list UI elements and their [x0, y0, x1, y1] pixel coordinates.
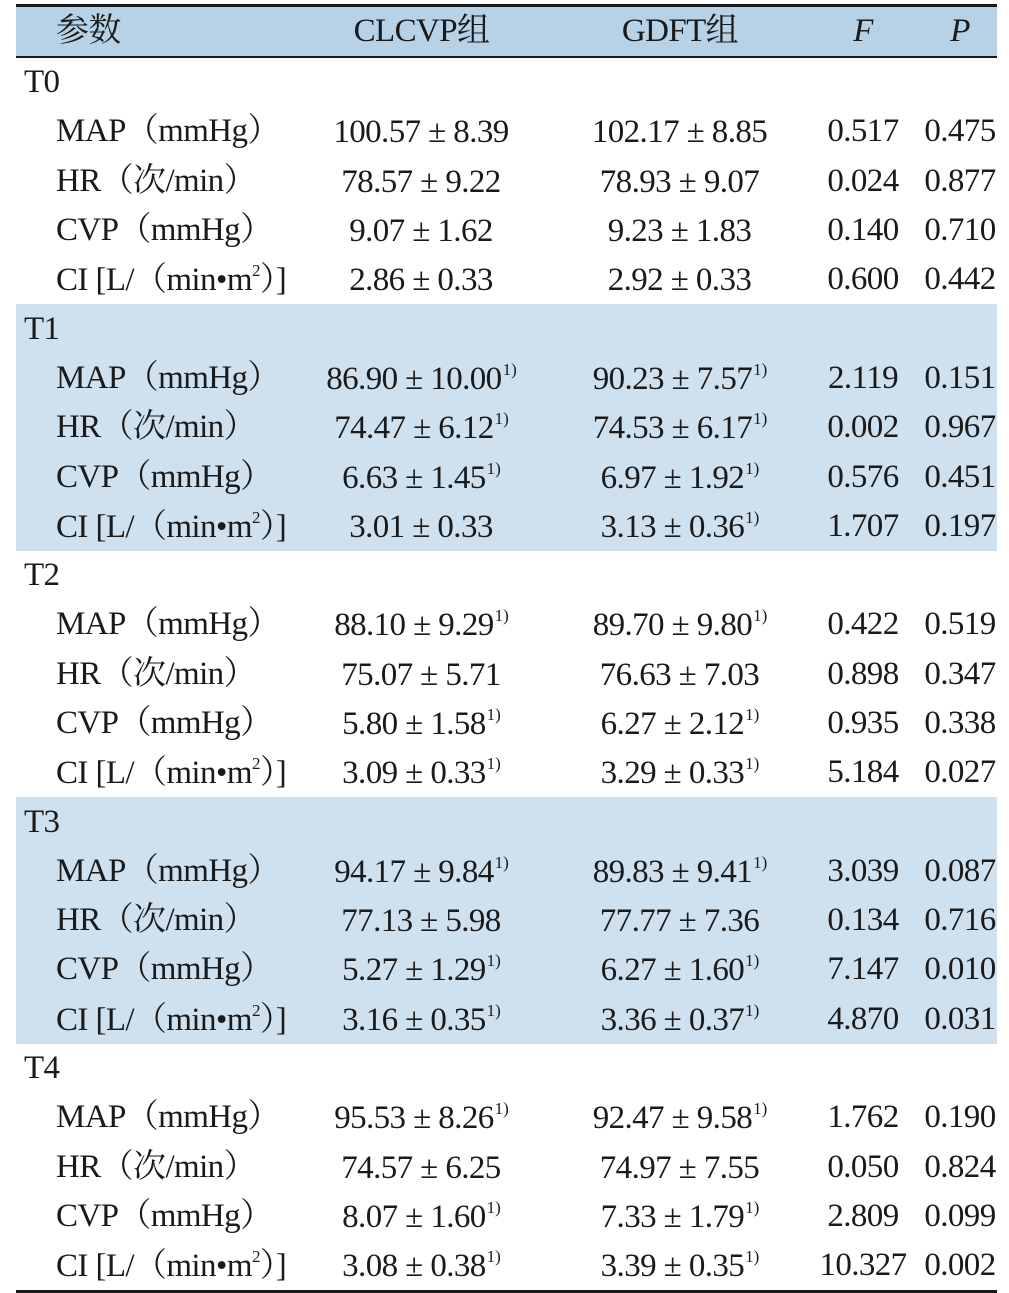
- clcvp-cell-value: 86.90 ± 10.00: [326, 360, 502, 397]
- p-cell-value: 0.475: [924, 113, 996, 150]
- clcvp-cell: [286, 755, 557, 790]
- table-row: [16, 896, 997, 945]
- gdft-cell-value: 77.77 ± 7.36: [599, 903, 760, 940]
- param-text: MAP（mmHg）: [56, 852, 280, 889]
- clcvp-cell-value: 78.57 ± 9.22: [341, 163, 501, 200]
- f-cell: [803, 115, 923, 148]
- gdft-cell: [557, 262, 803, 297]
- param-text: HR（次/min）: [56, 409, 256, 446]
- param-text: MAP（mmHg）: [56, 606, 280, 643]
- footnote-marker: 1): [486, 1247, 501, 1267]
- footnote-marker: 1): [753, 409, 768, 429]
- gdft-cell: [557, 706, 803, 741]
- param-text: CI [L/（min•m: [56, 1001, 252, 1038]
- table-row: [16, 1241, 997, 1290]
- param-cell: [16, 1197, 286, 1234]
- footnote-marker: 1): [745, 507, 760, 527]
- param-cell: [16, 953, 286, 986]
- f-cell: [803, 1101, 923, 1134]
- f-cell: [803, 953, 923, 986]
- param-cell: [16, 162, 286, 199]
- group-row: [16, 551, 997, 600]
- param-text: CVP（mmHg）: [56, 1197, 273, 1234]
- gdft-cell: [557, 509, 803, 544]
- f-cell-value: 0.024: [827, 162, 899, 199]
- param-text: HR（次/min）: [56, 162, 256, 199]
- param-cell: [16, 262, 286, 297]
- table-row: [16, 206, 997, 255]
- clcvp-cell-value: 6.63 ± 1.45: [342, 459, 486, 496]
- gdft-cell: [557, 952, 803, 987]
- table-row: [16, 847, 997, 896]
- f-cell: [803, 655, 923, 692]
- p-cell-value: 0.151: [924, 359, 996, 396]
- param-text: CVP（mmHg）: [56, 458, 273, 495]
- clcvp-cell: [286, 262, 557, 297]
- p-cell: [923, 655, 997, 692]
- f-cell-value: 0.517: [827, 113, 899, 150]
- table-row: [16, 354, 997, 403]
- f-cell-value: 0.002: [827, 409, 899, 446]
- clcvp-cell-value: 9.07 ± 1.62: [349, 213, 493, 250]
- p-cell-value: 0.710: [924, 212, 996, 249]
- gdft-cell-value: 3.13 ± 0.36: [600, 508, 745, 545]
- footnote-marker: 1): [753, 1099, 768, 1119]
- param-cell: [16, 214, 286, 247]
- f-cell: [803, 359, 923, 396]
- gdft-cell: [557, 607, 803, 642]
- footnote-marker: 1): [745, 705, 760, 724]
- footnote-marker: 1): [745, 1197, 760, 1217]
- footnote-marker: 1): [494, 606, 509, 626]
- gdft-cell-value: 89.83 ± 9.41: [592, 853, 753, 890]
- header-gdft: GDFT组: [621, 13, 739, 49]
- p-cell: [923, 1148, 997, 1185]
- table-header: [16, 7, 997, 58]
- p-cell-value: 0.087: [924, 852, 996, 889]
- param-cell: [16, 608, 286, 641]
- param-text: CI [L/（min•m: [56, 508, 252, 545]
- group-label: T3: [24, 803, 60, 840]
- p-cell-value: 0.967: [924, 409, 996, 446]
- footnote-marker: 1): [745, 1000, 760, 1020]
- gdft-cell: [557, 1100, 803, 1135]
- clcvp-cell: [286, 1150, 557, 1185]
- p-cell-value: 0.002: [924, 1247, 996, 1284]
- f-cell: [803, 214, 923, 247]
- group-label: T2: [24, 557, 60, 594]
- p-cell: [923, 852, 997, 889]
- p-cell-value: 0.190: [924, 1099, 996, 1136]
- p-cell: [923, 1101, 997, 1134]
- p-cell-value: 0.099: [924, 1197, 996, 1234]
- f-cell-value: 0.050: [827, 1148, 899, 1185]
- clcvp-cell-value: 100.57 ± 8.39: [333, 114, 509, 151]
- param-cell: [16, 359, 286, 396]
- gdft-cell-value: 9.23 ± 1.83: [607, 213, 752, 250]
- p-cell-value: 0.824: [924, 1148, 996, 1185]
- clcvp-cell: [286, 1002, 557, 1037]
- group-row: [16, 58, 997, 107]
- footnote-marker: 1): [753, 606, 768, 626]
- p-cell-value: 0.519: [924, 606, 996, 643]
- param-text: HR（次/min）: [56, 1148, 256, 1185]
- param-text: MAP（mmHg）: [56, 359, 280, 396]
- f-cell-value: 3.039: [827, 852, 899, 889]
- gdft-cell-value: 74.53 ± 6.17: [592, 410, 753, 447]
- p-cell: [923, 411, 997, 444]
- param-cell: [16, 1248, 286, 1283]
- param-text: MAP（mmHg）: [56, 113, 280, 150]
- p-cell: [923, 707, 997, 740]
- f-cell-value: 5.184: [827, 754, 899, 791]
- f-cell: [803, 263, 923, 296]
- param-superscript: 2: [251, 1000, 260, 1020]
- p-cell: [923, 458, 997, 495]
- clcvp-cell: [286, 410, 557, 445]
- f-cell: [803, 1249, 923, 1282]
- f-cell: [803, 707, 923, 740]
- p-cell: [923, 162, 997, 199]
- clcvp-cell-value: 77.13 ± 5.98: [341, 903, 501, 940]
- f-cell-value: 0.140: [827, 212, 899, 249]
- clcvp-cell-value: 2.86 ± 0.33: [349, 262, 493, 299]
- clcvp-cell: [286, 1248, 557, 1283]
- gdft-cell-value: 3.39 ± 0.35: [600, 1248, 745, 1285]
- group-label: T0: [24, 64, 60, 101]
- param-text: CVP（mmHg）: [56, 705, 273, 741]
- footnote-marker: 1): [745, 458, 760, 478]
- param-superscript: 2: [251, 507, 260, 527]
- param-text: HR（次/min）: [56, 655, 256, 692]
- table-row: [16, 1192, 997, 1241]
- table-row: [16, 748, 997, 797]
- p-cell-value: 0.338: [924, 705, 996, 741]
- param-text-end: ）]: [259, 1248, 287, 1285]
- f-cell-value: 10.327: [819, 1247, 907, 1284]
- footnote-marker: 1): [486, 458, 501, 478]
- clcvp-cell-value: 95.53 ± 8.26: [334, 1100, 494, 1137]
- f-cell: [803, 458, 923, 495]
- f-cell: [803, 1000, 923, 1037]
- p-cell: [923, 1000, 997, 1037]
- clcvp-cell-value: 74.57 ± 6.25: [341, 1149, 501, 1186]
- gdft-cell: [557, 460, 803, 495]
- clcvp-cell-value: 94.17 ± 9.84: [334, 853, 494, 890]
- clcvp-cell-value: 75.07 ± 5.71: [341, 656, 501, 693]
- f-cell-value: 0.935: [827, 705, 899, 741]
- p-cell: [923, 359, 997, 396]
- footnote-marker: 1): [753, 852, 768, 872]
- param-cell: [16, 1148, 286, 1185]
- clcvp-cell: [286, 952, 557, 987]
- f-cell-value: 0.134: [827, 902, 899, 939]
- param-cell: [16, 115, 286, 148]
- clcvp-cell-value: 74.47 ± 6.12: [334, 410, 494, 447]
- param-cell: [16, 458, 286, 495]
- param-cell: [16, 904, 286, 937]
- gdft-cell: [557, 903, 803, 938]
- table-row: [16, 157, 997, 206]
- f-cell: [803, 756, 923, 789]
- p-cell-value: 0.877: [924, 162, 996, 199]
- p-cell-value: 0.197: [924, 507, 996, 544]
- gdft-cell-value: 76.63 ± 7.03: [599, 656, 760, 693]
- table-row: [16, 995, 997, 1044]
- param-text: CVP（mmHg）: [56, 951, 273, 988]
- p-cell: [923, 214, 997, 247]
- param-cell: [16, 411, 286, 444]
- footnote-marker: 1): [486, 1197, 501, 1217]
- gdft-cell: [557, 1199, 803, 1234]
- p-cell-value: 0.347: [924, 655, 996, 692]
- gdft-cell-value: 7.33 ± 1.79: [600, 1198, 745, 1235]
- param-text: CI [L/（min•m: [56, 262, 252, 299]
- clcvp-cell-value: 88.10 ± 9.29: [334, 607, 494, 644]
- header-param: 参数: [56, 13, 121, 49]
- clcvp-cell: [286, 706, 557, 741]
- param-cell: [16, 509, 286, 544]
- gdft-cell-value: 3.36 ± 0.37: [600, 1001, 745, 1038]
- param-superscript: 2: [251, 754, 260, 774]
- footnote-marker: 1): [753, 359, 768, 379]
- p-cell: [923, 507, 997, 544]
- footnote-marker: 1): [745, 1247, 760, 1267]
- f-cell-value: 0.600: [827, 261, 899, 298]
- param-text: HR（次/min）: [56, 902, 256, 939]
- f-cell-value: 4.870: [827, 1000, 899, 1037]
- table-row: [16, 945, 997, 994]
- param-text: CVP（mmHg）: [56, 212, 273, 249]
- p-cell-value: 0.027: [924, 754, 996, 791]
- f-cell-value: 1.762: [827, 1099, 899, 1136]
- table-row: [16, 107, 997, 156]
- f-cell: [803, 608, 923, 641]
- f-cell-value: 7.147: [827, 951, 899, 988]
- gdft-cell: [557, 213, 803, 248]
- clcvp-cell: [286, 114, 557, 149]
- param-text-end: ）]: [259, 508, 287, 545]
- gdft-cell-value: 74.97 ± 7.55: [599, 1149, 760, 1186]
- gdft-cell: [557, 657, 803, 692]
- param-cell: [16, 755, 286, 790]
- p-cell: [923, 756, 997, 789]
- p-cell-value: 0.010: [924, 951, 996, 988]
- gdft-cell-value: 6.27 ± 1.60: [600, 952, 745, 989]
- header-p: P: [950, 13, 970, 49]
- group-row: [16, 304, 997, 353]
- group-row: [16, 797, 997, 846]
- f-cell-value: 0.576: [827, 458, 899, 495]
- param-cell: [16, 655, 286, 692]
- param-text: MAP（mmHg）: [56, 1099, 280, 1136]
- f-cell-value: 2.809: [827, 1197, 899, 1234]
- gdft-cell-value: 89.70 ± 9.80: [592, 607, 753, 644]
- gdft-cell-value: 6.97 ± 1.92: [600, 459, 745, 496]
- footnote-marker: 1): [494, 1099, 509, 1119]
- f-cell-value: 2.119: [827, 359, 899, 396]
- group-label: T1: [24, 310, 60, 347]
- p-cell: [923, 263, 997, 296]
- gdft-cell-value: 102.17 ± 8.85: [591, 114, 768, 151]
- clcvp-cell-value: 5.27 ± 1.29: [342, 952, 486, 989]
- table-row: [16, 1093, 997, 1142]
- footnote-marker: 1): [486, 754, 501, 774]
- table-row: [16, 699, 997, 748]
- f-cell: [803, 1197, 923, 1234]
- footnote-marker: 1): [494, 409, 509, 429]
- gdft-cell-value: 6.27 ± 2.12: [600, 706, 745, 742]
- clcvp-cell-value: 3.08 ± 0.38: [342, 1248, 486, 1285]
- clcvp-cell: [286, 607, 557, 642]
- header-clcvp: CLCVP组: [353, 13, 490, 49]
- f-cell: [803, 162, 923, 199]
- table-row: [16, 255, 997, 304]
- f-cell: [803, 852, 923, 889]
- clcvp-cell-value: 8.07 ± 1.60: [342, 1198, 486, 1235]
- footnote-marker: 1): [502, 359, 517, 379]
- param-cell: [16, 1002, 286, 1037]
- footnote-marker: 1): [745, 754, 760, 774]
- data-table: [16, 4, 997, 1293]
- param-superscript: 2: [251, 261, 260, 281]
- f-cell: [803, 507, 923, 544]
- footnote-marker: 1): [745, 951, 760, 971]
- p-cell: [923, 1197, 997, 1234]
- gdft-cell: [557, 1002, 803, 1037]
- table-row: [16, 403, 997, 452]
- p-cell-value: 0.031: [924, 1000, 996, 1037]
- gdft-cell: [557, 114, 803, 149]
- clcvp-cell: [286, 854, 557, 889]
- clcvp-cell-value: 3.09 ± 0.33: [342, 755, 486, 792]
- param-text: CI [L/（min•m: [56, 1248, 252, 1285]
- clcvp-cell: [286, 460, 557, 495]
- p-cell: [923, 904, 997, 937]
- table-body: [16, 58, 997, 1290]
- table-row: [16, 650, 997, 699]
- f-cell-value: 1.707: [827, 507, 899, 544]
- footnote-marker: 1): [486, 1000, 501, 1020]
- f-cell: [803, 411, 923, 444]
- p-cell: [923, 953, 997, 986]
- gdft-cell-value: 90.23 ± 7.57: [592, 360, 753, 397]
- group-row: [16, 1044, 997, 1093]
- p-cell: [923, 1249, 997, 1282]
- table-row: [16, 452, 997, 501]
- p-cell-value: 0.716: [924, 902, 996, 939]
- footnote-marker: 1): [486, 705, 501, 724]
- gdft-cell-value: 92.47 ± 9.58: [592, 1100, 753, 1137]
- p-cell: [923, 608, 997, 641]
- gdft-cell-value: 2.92 ± 0.33: [607, 262, 752, 299]
- gdft-cell-value: 78.93 ± 9.07: [599, 163, 760, 200]
- p-cell: [923, 115, 997, 148]
- gdft-cell: [557, 361, 803, 396]
- param-cell: [16, 1101, 286, 1134]
- param-text: CI [L/（min•m: [56, 755, 252, 792]
- clcvp-cell: [286, 509, 557, 544]
- table-row: [16, 502, 997, 551]
- header-f: F: [853, 13, 873, 49]
- gdft-cell: [557, 410, 803, 445]
- p-cell-value: 0.442: [924, 261, 996, 298]
- table-row: [16, 600, 997, 649]
- clcvp-cell: [286, 164, 557, 199]
- f-cell: [803, 1148, 923, 1185]
- param-text-end: ）]: [259, 262, 287, 299]
- f-cell: [803, 904, 923, 937]
- p-cell-value: 0.451: [924, 458, 996, 495]
- gdft-cell-value: 3.29 ± 0.33: [600, 755, 745, 792]
- param-text-end: ）]: [259, 755, 287, 792]
- group-label: T4: [24, 1050, 60, 1087]
- gdft-cell: [557, 164, 803, 199]
- f-cell-value: 0.422: [827, 606, 899, 643]
- clcvp-cell-value: 3.16 ± 0.35: [342, 1001, 486, 1038]
- clcvp-cell: [286, 903, 557, 938]
- gdft-cell: [557, 755, 803, 790]
- gdft-cell: [557, 1150, 803, 1185]
- f-cell-value: 0.898: [827, 655, 899, 692]
- footnote-marker: 1): [494, 852, 509, 872]
- clcvp-cell-value: 3.01 ± 0.33: [349, 508, 493, 545]
- param-cell: [16, 852, 286, 889]
- clcvp-cell: [286, 213, 557, 248]
- param-cell: [16, 707, 286, 740]
- param-superscript: 2: [251, 1247, 260, 1267]
- clcvp-cell: [286, 1199, 557, 1234]
- gdft-cell: [557, 1248, 803, 1283]
- footnote-marker: 1): [486, 951, 501, 971]
- clcvp-cell: [286, 657, 557, 692]
- gdft-cell: [557, 854, 803, 889]
- clcvp-cell-value: 5.80 ± 1.58: [342, 706, 486, 742]
- param-text-end: ）]: [259, 1001, 287, 1038]
- clcvp-cell: [286, 361, 557, 396]
- table-row: [16, 1143, 997, 1192]
- clcvp-cell: [286, 1100, 557, 1135]
